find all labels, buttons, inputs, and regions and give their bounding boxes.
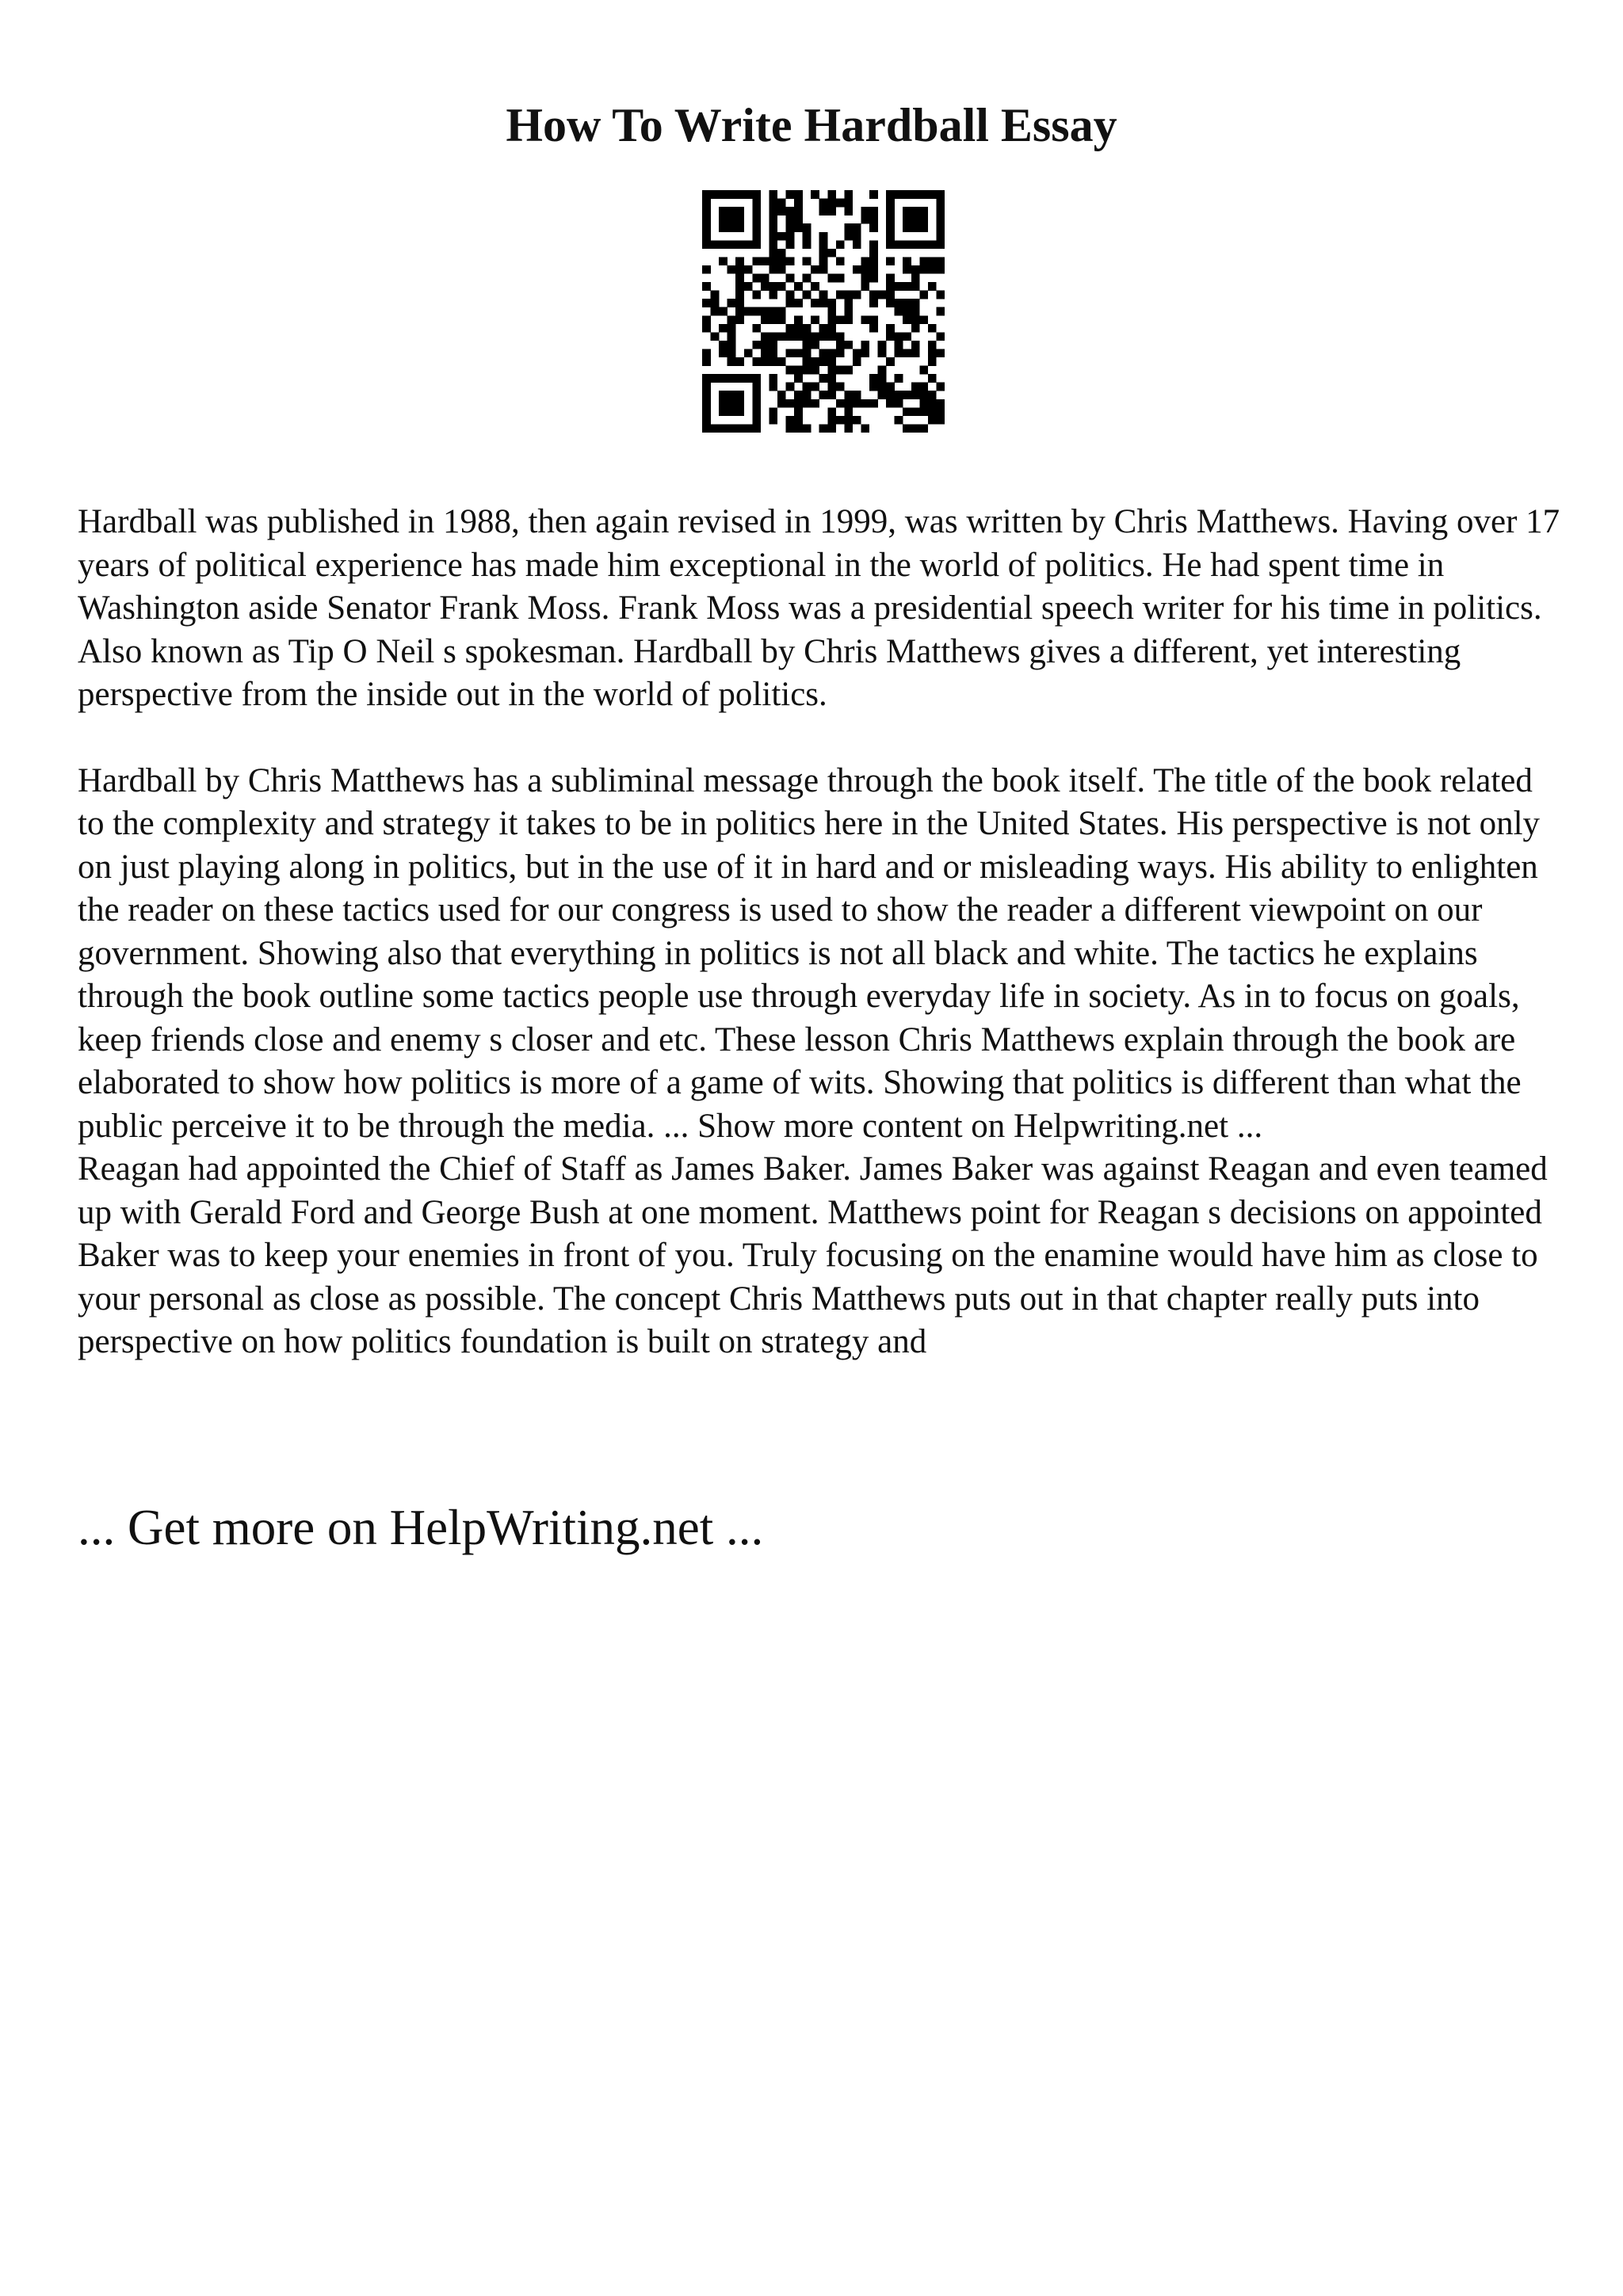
paragraph-analysis: Hardball by Chris Matthews has a subliminal message through the book itself. The title of the book related to the complexity and strategy it takes to be in politics here in the United States. His perspective is not only on just playing along in politics, but in the use of it in hard and or misleading ways. His ability to enlighten the reader on these tactics used for our congress is used to show the reader a different viewpoint on our government. Showing also that everything in politics is not all black and white. The tactics he explains through the book outline some tactics people use through everyday life in society. As in to focus on goals, keep friends close and enemy s closer and etc. These lesson Chris Matthews explain through the book are elaborated to show how politics is more of a game of wits. Showing that politics is different than what the public perceive it to be through the media. ... Show more content on Helpwriting.net ... xyxy=(78,761,1541,1145)
paragraph-reagan: Reagan had appointed the Chief of Staff as James Baker. James Baker was against Reagan and even teamed up with Gerald Ford and George Bush at one moment. Matthews point for Reagan s decisions on appointed Baker was to keep your enemies in front of you. Truly focusing on the enamine would have him as close to your personal as close as possible. The concept Chris Matthews puts out in that chapter really puts into perspective on how politics foundation is built on strategy and xyxy=(78,1150,1548,1360)
page-title: How To Write Hardball Essay xyxy=(506,99,1117,151)
paragraph-intro: Hardball was published in 1988, then again revised in 1999, was written by Chris Matthews. Having over 17 years of political experience has made him exceptional in the world of politics. He had spent time in Washington aside Senator Frank Moss. Frank Moss was a presidential speech writer for his time in politics. Also known as Tip O Neil s spokesman. Hardball by Chris Matthews gives a different, yet interesting perspective from the inside out in the world of politics. xyxy=(78,503,1560,713)
essay-body xyxy=(78,501,1568,1364)
qr-code-icon xyxy=(702,190,945,433)
get-more-link[interactable]: ... Get more on HelpWriting.net ... xyxy=(78,1500,764,1555)
